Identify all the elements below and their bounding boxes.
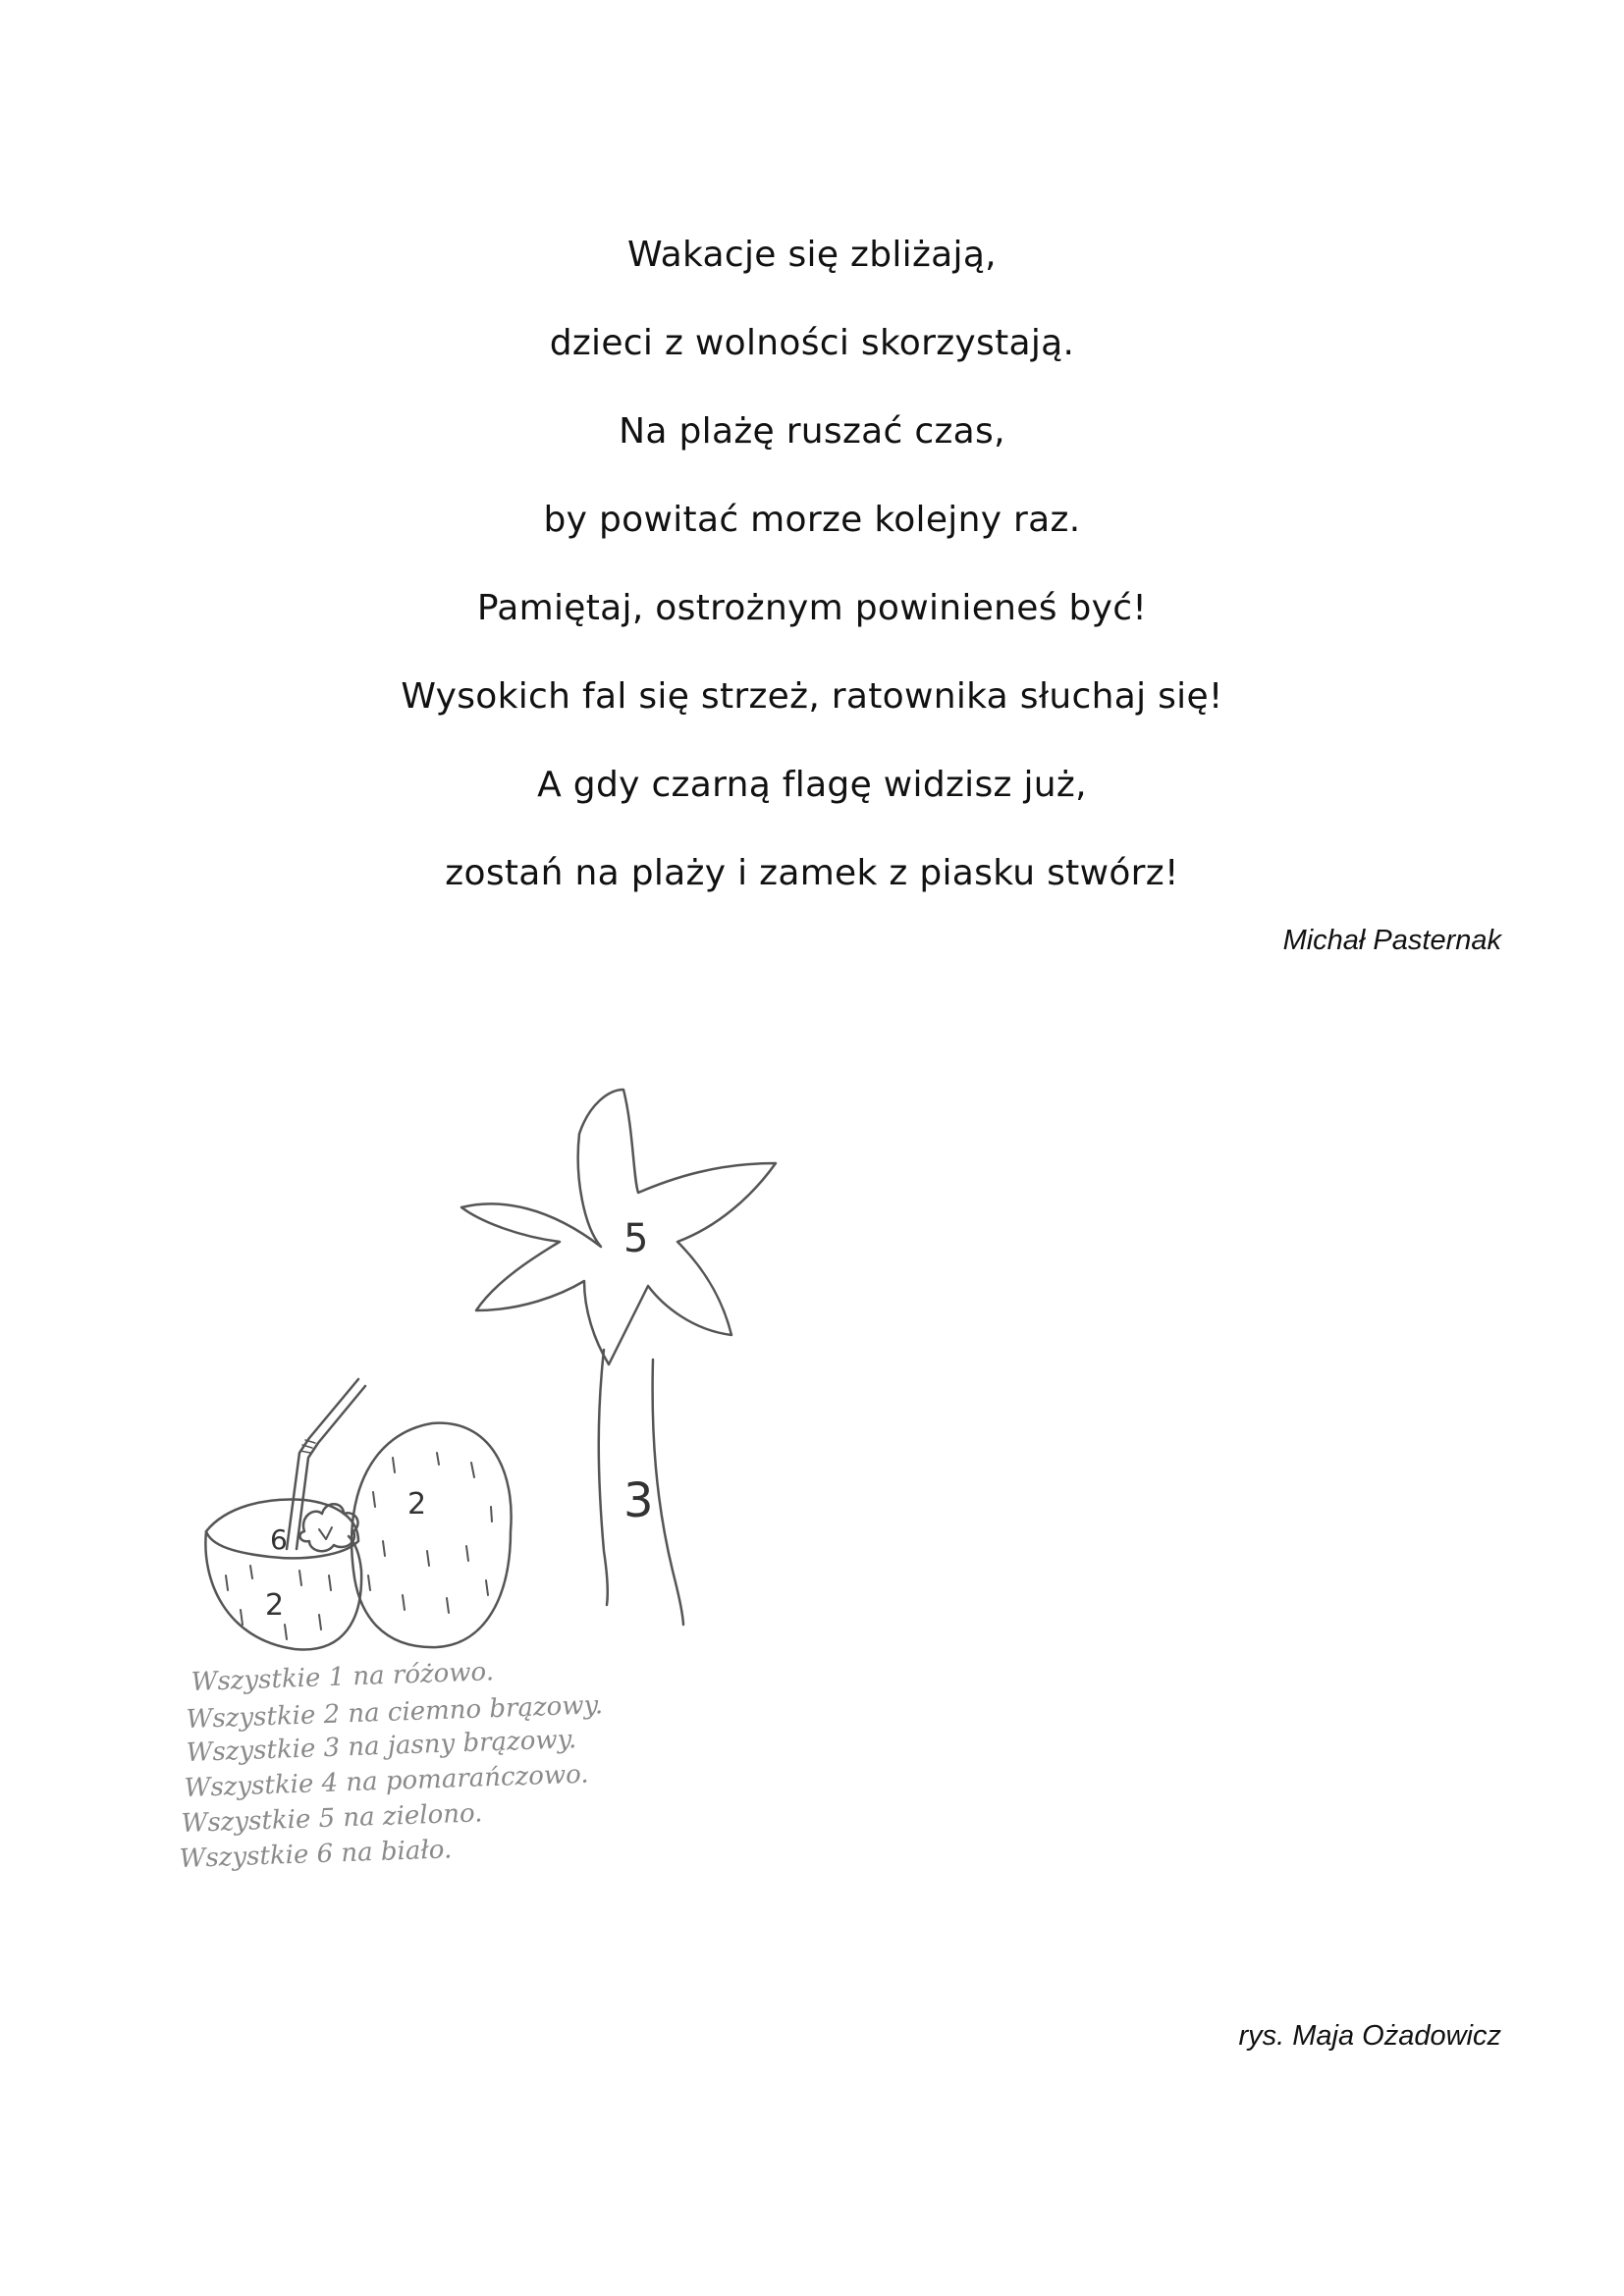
flower-outline xyxy=(461,1090,776,1364)
cup-flower-decoration xyxy=(299,1504,357,1551)
poem-line: Wakacje się zbliżają, xyxy=(627,235,997,275)
poem-line: Pamiętaj, ostrożnym powinieneś być! xyxy=(476,588,1148,628)
illustrator-credit: rys. Maja Ożadowicz xyxy=(1238,2020,1501,2052)
legend-line: Wszystkie 6 na biało. xyxy=(179,1835,453,1874)
poem xyxy=(0,211,1624,918)
legend-line: Wszystkie 5 na zielono. xyxy=(181,1798,483,1839)
legend-line: Wszystkie 1 na różowo. xyxy=(190,1657,495,1697)
legend-line: Wszystkie 4 na pomarańczowo. xyxy=(184,1759,590,1803)
cup-flower-center xyxy=(319,1527,332,1539)
coconut-whole-hatching xyxy=(368,1453,492,1613)
legend-line: Wszystkie 3 na jasny brązowy. xyxy=(186,1725,577,1768)
trunk-line-right xyxy=(653,1360,683,1625)
poem-line: A gdy czarną flagę widzisz już, xyxy=(537,765,1087,805)
trunk-line-left xyxy=(599,1350,608,1605)
poem-line: dzieci z wolności skorzystają. xyxy=(549,323,1075,363)
trunk-number: 3 xyxy=(623,1473,654,1528)
coconut-cup-number: 2 xyxy=(265,1588,285,1623)
legend-line: Wszystkie 2 na ciemno brązowy. xyxy=(186,1690,604,1735)
poem-line: by powitać morze kolejny raz. xyxy=(543,500,1081,540)
poem-author: Michał Pasternak xyxy=(1282,925,1501,956)
poem-line: Na plażę ruszać czas, xyxy=(619,411,1005,452)
flower-number: 5 xyxy=(623,1216,649,1261)
coconut-cup-inside-number: 6 xyxy=(270,1523,288,1556)
coconut-whole-number: 2 xyxy=(407,1487,427,1522)
poem-line: Wysokich fal się strzeż, ratownika słuchaj się! xyxy=(401,676,1223,717)
coloring-drawing xyxy=(179,1060,795,2002)
coconut-whole-outline xyxy=(352,1423,512,1647)
coloring-legend xyxy=(179,1657,603,1874)
coloring-drawing-svg xyxy=(179,1060,795,2002)
poem-line: zostań na plaży i zamek z piasku stwórz! xyxy=(445,853,1179,893)
